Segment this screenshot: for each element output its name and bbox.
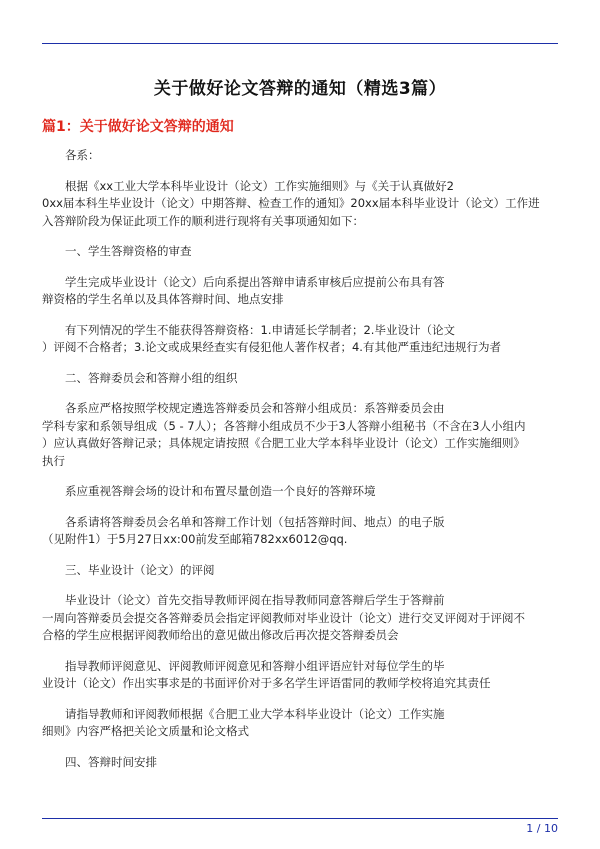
paragraph — [42, 514, 558, 549]
section-heading — [42, 243, 558, 261]
paragraph — [42, 147, 558, 165]
section-title: 篇1：关于做好论文答辩的通知 — [42, 119, 234, 135]
page-indicator: 1 / 10 — [526, 822, 558, 835]
paragraph — [42, 658, 558, 693]
text-line: 二、答辩委员会和答辩小组的组织 — [65, 370, 238, 385]
paragraph — [42, 322, 558, 357]
section-heading — [42, 562, 558, 580]
text-line: （见附件1）于5月27日xx:00前发至邮箱782xx6012@qq. — [42, 532, 348, 546]
text-line: 执行 — [42, 453, 65, 468]
text-line: 细则》内容严格把关论文质量和论文格式 — [42, 724, 249, 738]
text-line: 三、毕业设计（论文）的评阅 — [65, 562, 215, 577]
text-line: 各系： — [65, 148, 100, 162]
text-line: 学科专家和系领导组成（5 - 7人）；各答辩小组成员不少于3人答辩小组秘书（不含在3人小组内 — [42, 418, 526, 433]
text-line: ）评阅不合格者；3.论文或成果经查实有侵犯他人著作权者；4.有其他严重违纪违规行为者 — [42, 340, 501, 354]
text-line: 根据《xx工业大学本科毕业设计（论文）工作实施细则》与《关于认真做好2 — [65, 178, 454, 193]
text-line: 一、学生答辩资格的审查 — [65, 244, 192, 258]
paragraph — [42, 400, 558, 470]
paragraph — [42, 274, 558, 309]
text-line: 一周向答辩委员会提交各答辩委员会指定评阅教师对毕业设计（论文）进行交叉评阅对于评阅不 — [42, 610, 525, 625]
text-line: 学生完成毕业设计（论文）后向系提出答辩申请系审核后应提前公布具有答 — [65, 274, 445, 289]
paragraph — [42, 592, 558, 645]
text-line: ）应认真做好答辩记录；具体规定请按照《合肥工业大学本科毕业设计（论文）工作实施细则》 — [42, 436, 525, 450]
paragraph — [42, 483, 558, 501]
text-line: 毕业设计（论文）首先交指导教师评阅在指导教师同意答辩后学生于答辩前 — [65, 593, 445, 607]
section-heading — [42, 370, 558, 388]
text-line: 入答辩阶段为保证此项工作的顺利进行现将有关事项通知如下： — [42, 213, 364, 228]
header-rule — [42, 43, 558, 44]
text-line: 四、答辩时间安排 — [65, 754, 157, 769]
text-line: 0xx届本科生毕业设计（论文）中期答辩、检查工作的通知》20xx届本科毕业设计（论文）工作进 — [42, 196, 540, 210]
text-line: 各系请将答辩委员会名单和答辩工作计划（包括答辩时间、地点）的电子版 — [65, 514, 445, 529]
text-line: 业设计（论文）作出实事求是的书面评价对于多名学生评语雷同的教师学校将追究其责任 — [42, 676, 491, 690]
text-line: 各系应严格按照学校规定遴选答辩委员会和答辩小组成员：系答辩委员会由 — [65, 401, 445, 415]
document-title: 关于做好论文答辩的通知（精选3篇） — [153, 79, 447, 99]
text-line: 系应重视答辩会场的设计和布置尽量创造一个良好的答辩环境 — [65, 484, 376, 498]
paragraph — [42, 706, 558, 741]
text-line: 指导教师评阅意见、评阅教师评阅意见和答辩小组评语应针对每位学生的毕 — [65, 658, 445, 673]
text-line: 合格的学生应根据评阅教师给出的意见做出修改后再次提交答辩委员会 — [42, 628, 399, 642]
document-body — [42, 147, 558, 784]
text-line: 请指导教师和评阅教师根据《合肥工业大学本科毕业设计（论文）工作实施 — [65, 706, 445, 721]
section-heading — [42, 754, 558, 772]
paragraph — [42, 178, 558, 231]
text-line: 有下列情况的学生不能获得答辩资格：1.申请延长学制者；2.毕业设计（论文 — [65, 322, 455, 337]
footer-rule — [42, 818, 558, 819]
text-line: 辩资格的学生名单以及具体答辩时间、地点安排 — [42, 292, 284, 306]
